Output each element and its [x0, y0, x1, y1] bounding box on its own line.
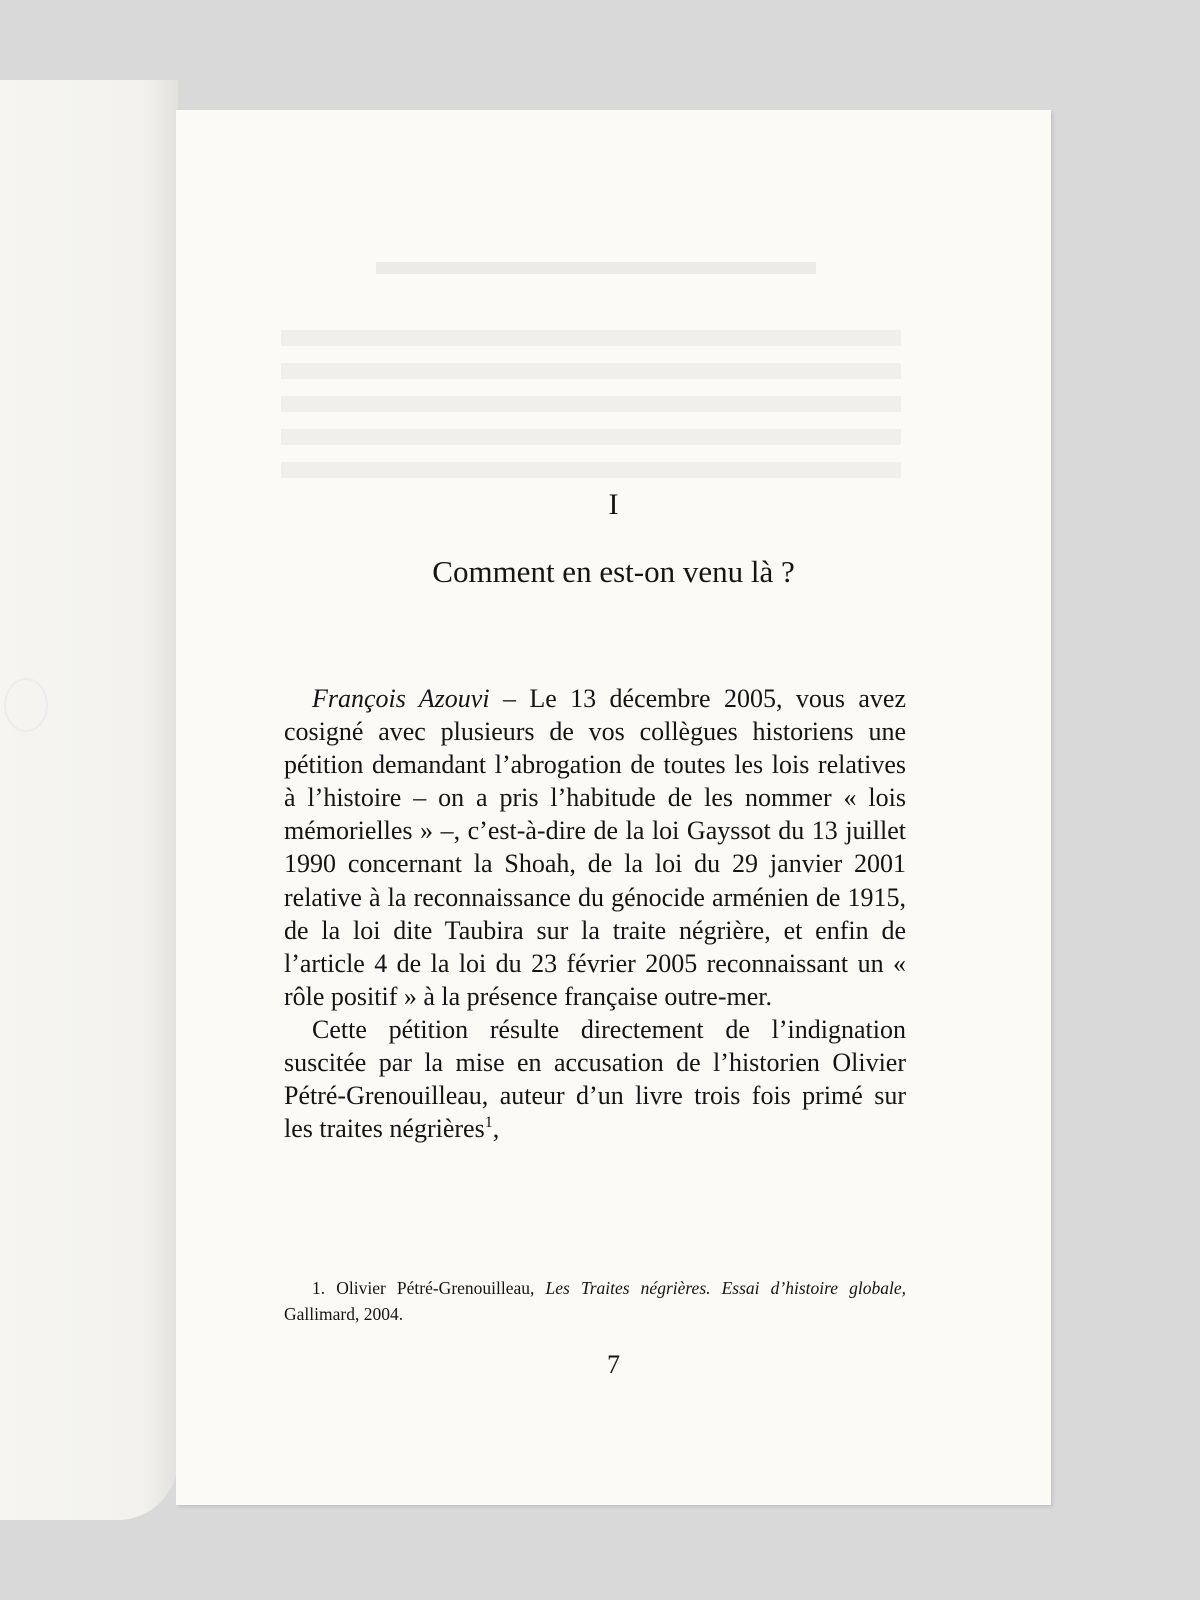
left-page — [0, 80, 178, 1520]
show-through-line — [281, 363, 901, 379]
speaker-name: François Azouvi — [312, 684, 490, 713]
body-text — [284, 682, 906, 1145]
show-through-line — [281, 429, 901, 445]
footnote-author: 1. Olivier Pétré-Grenouilleau, — [312, 1278, 546, 1298]
page-number: 7 — [607, 1350, 620, 1379]
chapter-number: I — [608, 488, 619, 521]
footnote-publisher: , Gallimard, 2004. — [284, 1278, 906, 1324]
book-page — [176, 110, 1051, 1505]
paragraph-1-text: – Le 13 décembre 2005, vous avez cosigné avec plusieurs de vos collègues historiens une pétition demandant l’abrogation de toutes les lois relatives à l’histoire – on a pris l’habitude de les nommer « lois mémorielles » –, c’est-à-dire de la loi Gayssot du 13 juillet 1990 concernant la Shoah, de la loi du 29 janvier 2001 relative à la reconnaissance du génocide arménien de 1915, de la loi dite Taubira sur la traite négrière, et enfin de l’article 4 de la loi du 23 février 2005 reconnaissant un « rôle positif » à la présence française outre-mer. — [284, 684, 907, 1011]
show-through-line — [281, 462, 901, 478]
paragraph-1 — [284, 682, 906, 1013]
paragraph-2 — [284, 1013, 906, 1145]
show-through-line — [281, 330, 901, 346]
footnote-book-title: Les Traites négrières. Essai d’histoire globale — [545, 1278, 902, 1298]
show-through-glyph — [4, 678, 48, 732]
footnote — [284, 1275, 906, 1327]
show-through-running-head — [376, 262, 816, 274]
chapter-title: Comment en est-on venu là ? — [432, 554, 795, 589]
show-through-line — [281, 396, 901, 412]
paragraph-2-end: , — [492, 1114, 500, 1144]
paragraph-2-text: Cette pétition résulte directement de l’indignation suscitée par la mise en accusation de l’historien Olivier Pétré-Grenouilleau, auteur d’un livre trois fois primé sur les traites négrières — [284, 1014, 906, 1144]
footnote-reference[interactable]: 1 — [484, 1114, 493, 1132]
